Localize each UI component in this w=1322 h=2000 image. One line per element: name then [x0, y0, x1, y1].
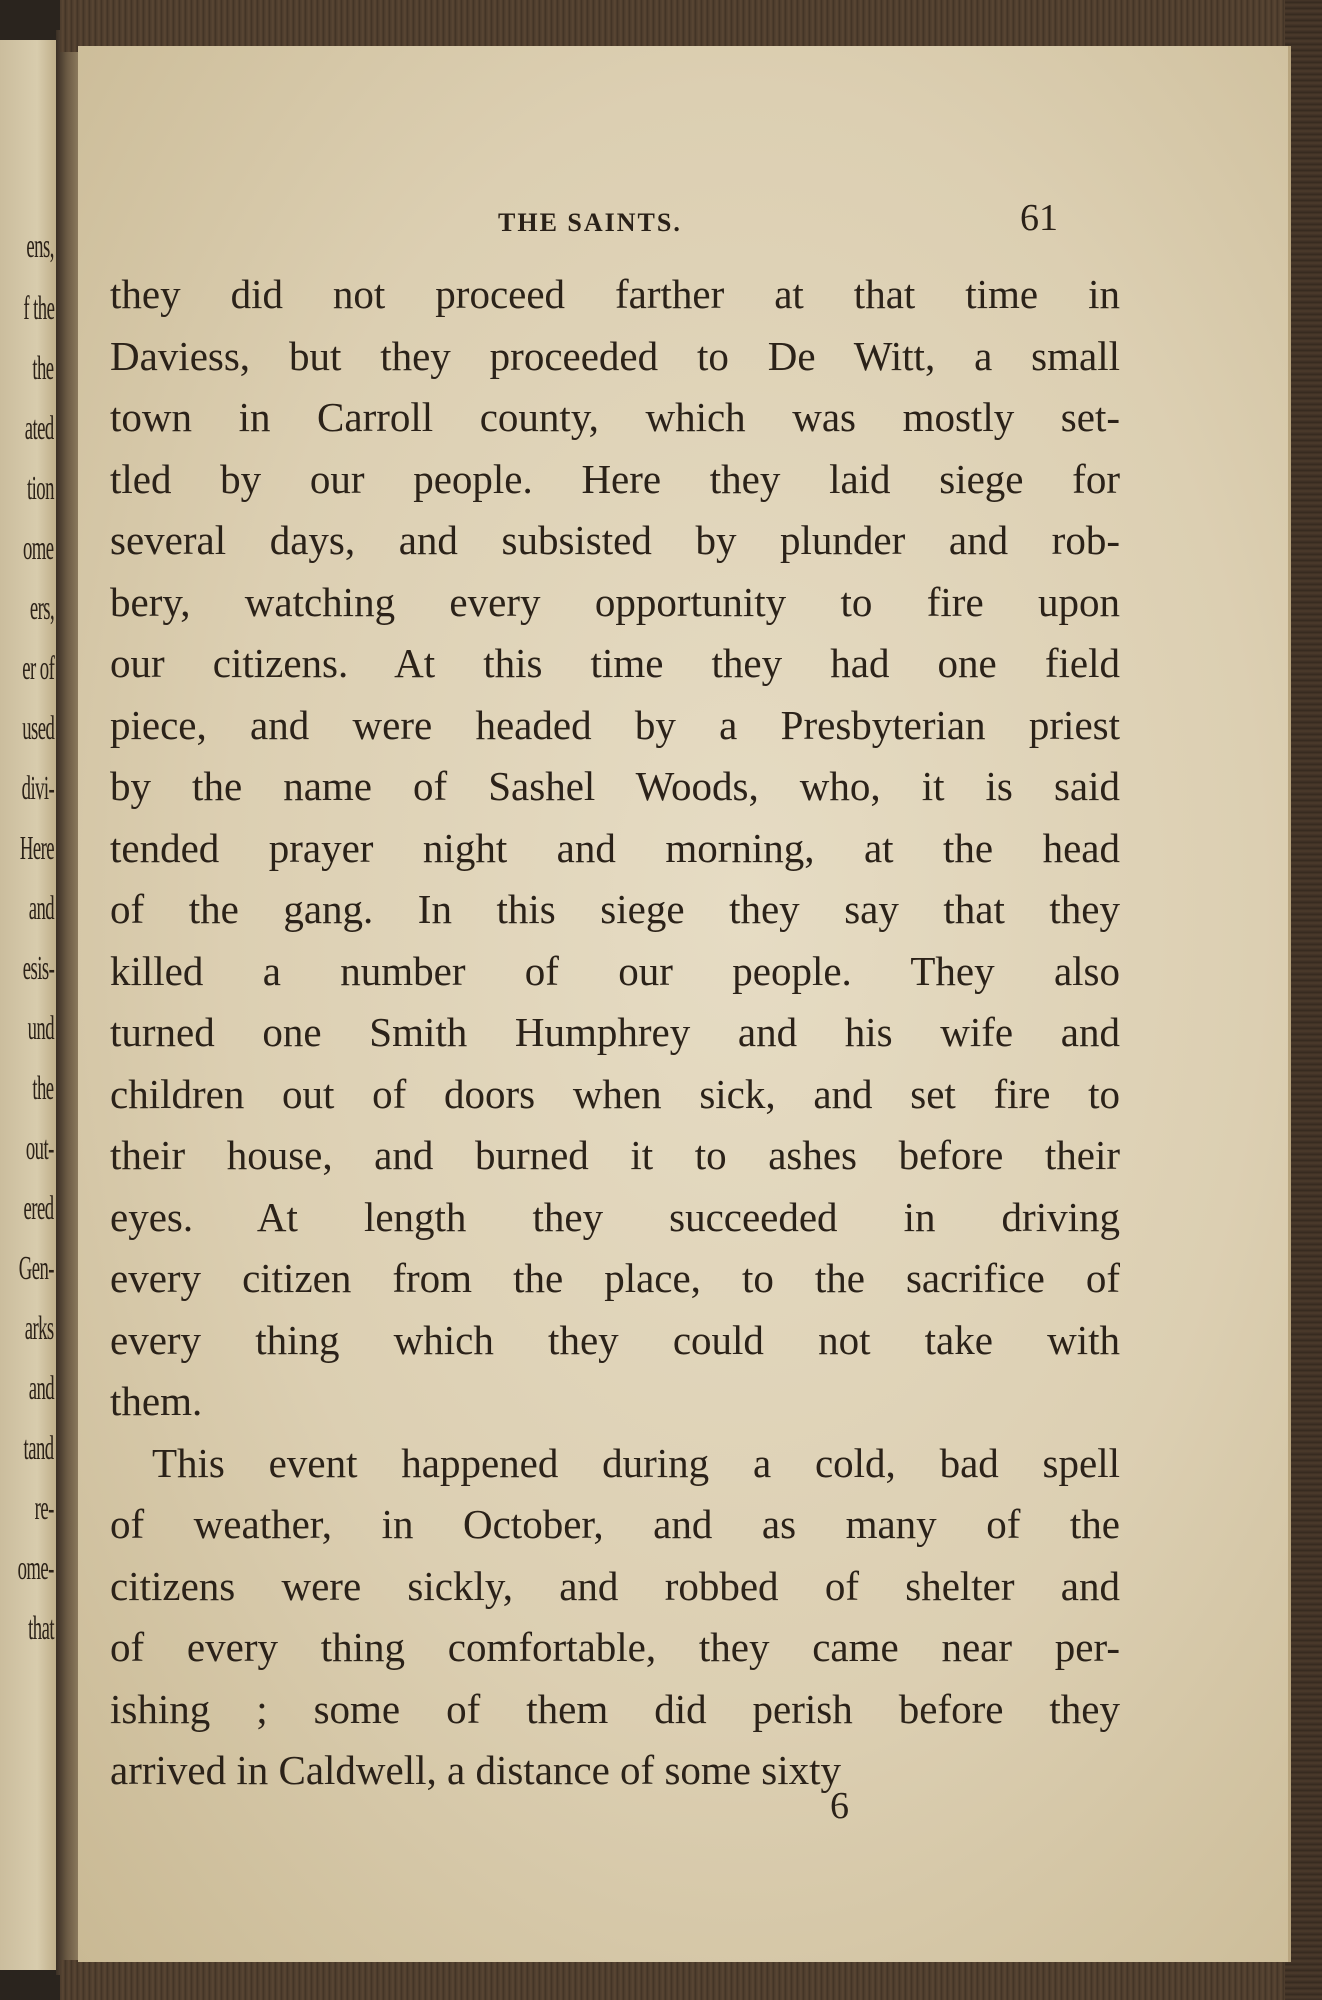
facing-page-fragment: re-: [34, 1490, 54, 1527]
text-line: of the gang. In this siege they say that they: [110, 886, 1120, 932]
text-line: tled by our people. Here they laid siege for: [110, 455, 1120, 502]
text-line: Daviess, but they proceeded to De Witt, a small: [110, 332, 1120, 379]
text-line: of every thing comfortable, they came near per-: [110, 1624, 1120, 1670]
facing-page-fragment: Gen-: [18, 1250, 54, 1287]
facing-page-fragment: ered: [24, 1190, 54, 1227]
facing-page-fragment: ome-: [17, 1550, 54, 1587]
text-line: every thing which they could not take with: [110, 1316, 1120, 1363]
text-line: their house, and burned it to ashes before their: [110, 1132, 1120, 1178]
facing-page-fragment: out-: [26, 1130, 54, 1167]
facing-page-fragment: Here: [19, 830, 54, 867]
text-line: piece, and were headed by a Presbyterian priest: [110, 701, 1120, 748]
facing-page-fragment: divi-: [21, 770, 54, 807]
page-number: 61: [1020, 197, 1058, 239]
text-line: This event happened during a cold, bad spell: [152, 1439, 1120, 1486]
text-line: our citizens. At this time they had one field: [110, 640, 1120, 686]
facing-page-fragment: used: [21, 710, 54, 747]
signature-mark: 6: [830, 1785, 849, 1827]
body-text: [110, 264, 1120, 1802]
book-page: [78, 46, 1291, 1962]
text-line: several days, and subsisted by plunder and rob-: [110, 517, 1120, 563]
facing-page-fragment: and: [28, 1370, 54, 1407]
cover-edge-bottom: [60, 1960, 1322, 2000]
running-title: THE SAINTS.: [498, 208, 682, 237]
facing-page-fragment: and: [28, 890, 54, 927]
text-line: tended prayer night and morning, at the head: [110, 824, 1120, 871]
text-line: ishing ; some of them did perish before they: [110, 1685, 1120, 1732]
facing-page-fragment: tand: [23, 1430, 54, 1467]
facing-page-fragment: er of: [21, 650, 54, 687]
text-line: turned one Smith Humphrey and his wife and: [110, 1009, 1120, 1055]
text-line: them.: [110, 1378, 203, 1424]
text-line: bery, watching every opportunity to fire upon: [110, 578, 1120, 625]
text-line: every citizen from the place, to the sacrifice of: [110, 1255, 1120, 1301]
facing-page-fragment: f the: [23, 290, 54, 327]
facing-page-fragment: ens,: [26, 228, 54, 265]
facing-page-fragment: tion: [27, 470, 54, 507]
facing-page-fragment: esis-: [22, 950, 54, 987]
text-line: town in Carroll county, which was mostly set-: [110, 394, 1120, 440]
text-line: they did not proceed farther at that time in: [110, 271, 1120, 317]
text-line: by the name of Sashel Woods, who, it is said: [110, 763, 1120, 809]
facing-page-fragment: the: [32, 350, 54, 387]
text-line: citizens were sickly, and robbed of shelter and: [110, 1562, 1120, 1609]
facing-page-fragment: that: [28, 1610, 54, 1647]
text-line: arrived in Caldwell, a distance of some sixty: [110, 1747, 841, 1793]
text-line: of weather, in October, and as many of the: [110, 1501, 1120, 1547]
facing-page-fragment: arks: [25, 1310, 54, 1347]
text-line: children out of doors when sick, and set fire to: [110, 1070, 1120, 1117]
facing-page-fragment: ated: [25, 410, 54, 447]
facing-page-fragment: the: [32, 1070, 54, 1107]
text-line: eyes. At length they succeeded in driving: [110, 1193, 1120, 1240]
facing-page-edge: [0, 40, 62, 1970]
facing-page-fragment: ers,: [29, 590, 54, 627]
cover-edge-top: [60, 0, 1322, 52]
page-header: [78, 196, 1288, 256]
facing-page-fragment: und: [27, 1010, 54, 1047]
text-line: killed a number of our people. They also: [110, 947, 1120, 994]
facing-page-fragment: ome: [23, 530, 54, 567]
